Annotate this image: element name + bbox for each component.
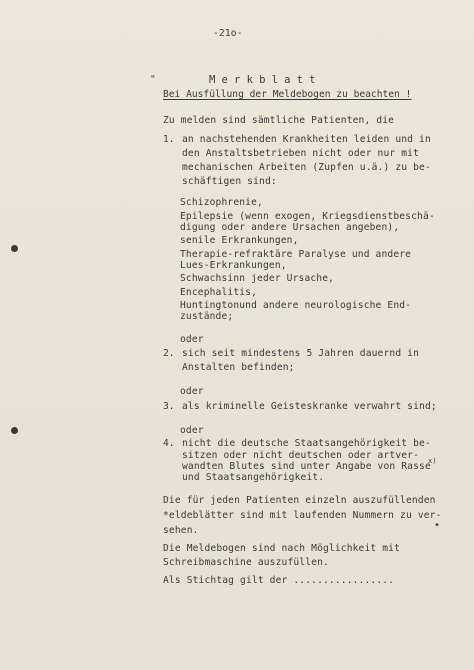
item-1-line: an nachstehenden Krankheiten leiden und in xyxy=(182,134,431,145)
stichtag-line: Als Stichtag gilt der ................. xyxy=(163,575,395,586)
disease-item: Encephalitis, xyxy=(180,287,258,298)
item-1-line: schäftigen sind: xyxy=(182,176,277,187)
typewriter-note-line: Die Meldebogen sind nach Möglichkeit mit xyxy=(163,543,401,554)
footnote-mark: x) xyxy=(428,457,437,465)
item-1-line: mechanischen Arbeiten (Zupfen u.ä.) zu be- xyxy=(182,162,431,173)
item-4-line: nicht die deutsche Staatsangehörigkeit be- xyxy=(182,438,431,449)
item-4-line: sitzen oder nicht deutschen oder artver- xyxy=(182,450,420,461)
closing-line: Die für jeden Patienten einzeln auszufüllenden xyxy=(163,495,436,506)
page-number: -21o- xyxy=(213,28,243,39)
disease-item: Huntingtonund andere neurologische End- xyxy=(180,300,412,311)
disease-item: Lues-Erkrankungen, xyxy=(180,260,287,271)
item-4-line: wandten Blutes sind unter Angabe von Rasse xyxy=(182,461,431,472)
or-separator: oder xyxy=(180,334,204,345)
item-number-2: 2. xyxy=(163,348,175,359)
punch-hole-lower xyxy=(11,427,18,434)
or-separator: oder xyxy=(180,386,204,397)
disease-item: senile Erkrankungen, xyxy=(180,235,299,246)
disease-item: Schwachsinn jeder Ursache, xyxy=(180,273,335,284)
item-number-3: 3. xyxy=(163,401,175,412)
or-separator: oder xyxy=(180,425,204,436)
closing-line: sehen. xyxy=(163,525,199,536)
disease-item: Schizophrenie, xyxy=(180,197,263,208)
item-number-1: 1. xyxy=(163,134,175,145)
disease-item: Therapie-refraktäre Paralyse und andere xyxy=(180,249,412,260)
item-4-line: und Staatsangehörigkeit. xyxy=(182,472,325,483)
disease-item: zustände; xyxy=(180,311,234,322)
item-2-line: Anstalten befinden; xyxy=(182,362,295,373)
intro-line: Zu melden sind sämtliche Patienten, die xyxy=(163,115,395,126)
heading-title: Merkblatt xyxy=(209,74,322,86)
typewriter-note-line: Schreibmaschine auszufüllen. xyxy=(163,557,329,568)
heading-subtitle: Bei Ausfüllung der Meldebogen zu beachten ! xyxy=(163,89,412,100)
disease-item: Epilepsie (wenn exogen, Kriegsdienstbeschä- xyxy=(180,211,435,222)
punch-hole-upper xyxy=(11,245,18,252)
heading-marker: " xyxy=(150,74,156,85)
item-2-line: sich seit mindestens 5 Jahren dauernd in xyxy=(182,348,420,359)
stray-ink-dot: • xyxy=(434,520,441,531)
item-3-line: als kriminelle Geisteskranke verwahrt sind; xyxy=(182,401,437,412)
item-1-line: den Anstaltsbetrieben nicht oder nur mit xyxy=(182,148,420,159)
closing-line: *eldeblätter sind mit laufenden Nummern zu ver- xyxy=(163,510,442,521)
item-number-4: 4. xyxy=(163,438,175,449)
disease-item: digung oder andere Ursachen angeben), xyxy=(180,222,400,233)
